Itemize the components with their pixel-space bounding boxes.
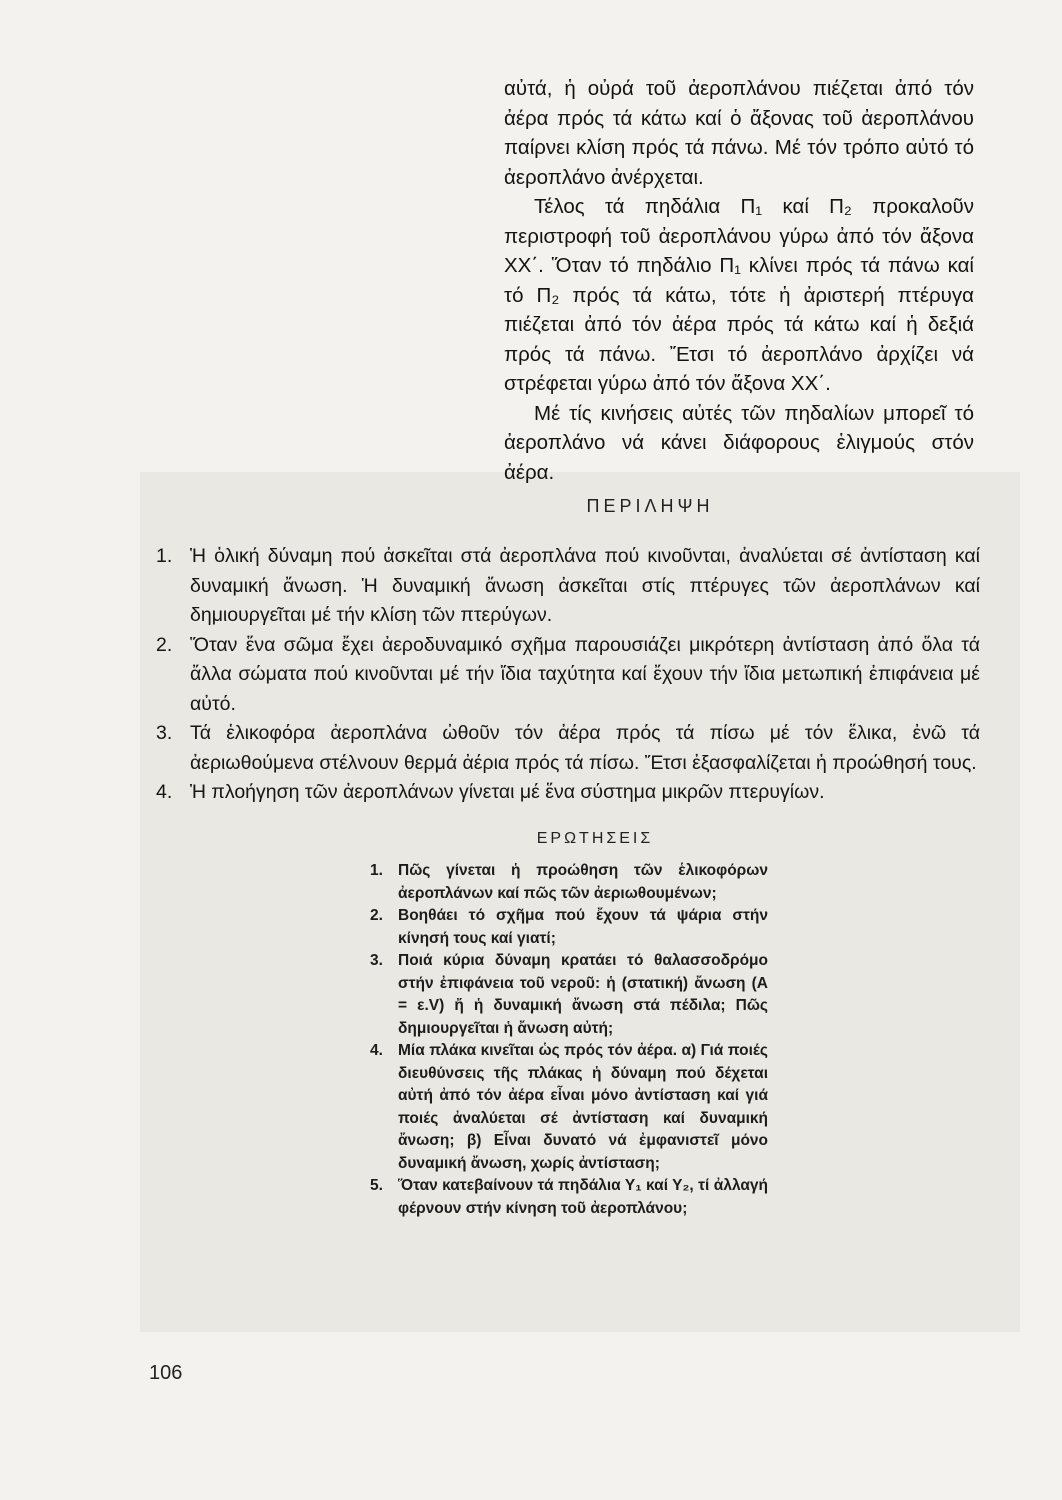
question-number: 1. (370, 862, 383, 879)
summary-title: ΠΕΡΙΛΗΨΗ (586, 496, 714, 516)
question-text: Ὅταν κατεβαίνουν τά πηδάλια Υ₁ καί Υ₂, τί ἀλλαγή φέρνουν στήν κίνηση τοῦ ἀεροπλάνου; (398, 1177, 768, 1217)
question-item (368, 1175, 768, 1220)
question-text: Βοηθάει τό σχῆμα πού ἔχουν τά ψάρια στήν κίνησή τους καί γιατί; (398, 907, 768, 947)
summary-item-number: 2. (156, 633, 173, 656)
main-paragraph-3: Μέ τίς κινήσεις αὐτές τῶν πηδαλίων μπορεῖ τό ἀεροπλάνο νά κάνει διάφορους ἑλιγμούς στόν ἀέρα. (504, 401, 974, 484)
question-item (368, 860, 768, 905)
questions-title: ΕΡΩΤΗΣΕΙΣ (536, 830, 654, 847)
page-number: 106 (149, 1362, 183, 1384)
summary-item (150, 631, 980, 720)
summary-item (150, 778, 980, 808)
summary-item-number: 4. (156, 781, 173, 803)
summary-item-text: Τά ἑλικοφόρα ἀεροπλάνα ὠθοῦν τόν ἀέρα πρός τά πίσω μέ τόν ἕλικα, ἐνῶ τά ἀεριωθούμενα στέλνουν θερμά ἀέρια πρός τά πίσω. Ἔτσι ἐξασφαλίζεται ἡ προώθησή τους. (190, 722, 980, 774)
summary-item-number: 1. (156, 545, 173, 567)
question-text: Πῶς γίνεται ἡ προώθηση τῶν ἑλικοφόρων ἀεροπλάνων καί πῶς τῶν ἀεριωθουμένων; (398, 862, 768, 902)
question-text: Μία πλάκα κινεῖται ὡς πρός τόν ἀέρα. α) Γιά ποιές διευθύνσεις τῆς πλάκας ἡ δύναμη πού δέχεται αὐτή ἀπό τόν ἀέρα εἶναι μόνο ἀντίσταση καί γιά ποιές ἀναλύεται σέ ἀντίσταση καί δυναμική ἄνωση; β) Εἶναι δυνατό νά ἐμφανιστεῖ μόνο δυναμική ἄνωση, χωρίς ἀντίσταση; (398, 1042, 768, 1172)
summary-item-text: Ἡ πλοήγηση τῶν ἀεροπλάνων γίνεται μέ ἕνα σύστημα μικρῶν πτερυγίων. (190, 781, 825, 803)
summary-item (150, 719, 980, 778)
summary-list (150, 542, 980, 808)
main-paragraph-1: αὐτά, ἡ οὐρά τοῦ ἀεροπλάνου πιέζεται ἀπό τόν ἀέρα πρός τά κάτω καί ὁ ἄξονας τοῦ ἀεροπλάνου παίρνει κλίση πρός τά πάνω. Μέ τόν τρόπο αὐτό τό ἀεροπλάνο ἀνέρχεται. (504, 77, 974, 189)
question-number: 5. (370, 1177, 383, 1194)
summary-item-number: 3. (156, 722, 173, 744)
question-number: 4. (370, 1042, 383, 1059)
summary-item (150, 542, 980, 631)
question-item (368, 905, 768, 950)
questions-list (368, 860, 768, 1220)
main-text-column (504, 74, 974, 487)
question-item (368, 1040, 768, 1175)
question-text: Ποιά κύρια δύναμη κρατάει τό θαλασσοδρόμο στήν ἐπιφάνεια τοῦ νεροῦ: ἡ (στατική) ἄνωση (Α = ε.V) ἤ ἡ δυναμική ἄνωση στά πέδιλα; Πῶς δημιουργεῖται ἡ ἄνωση αὐτή; (398, 952, 768, 1037)
question-number: 2. (370, 907, 383, 924)
summary-item-text: Ὅταν ἕνα σῶμα ἔχει ἀεροδυναμικό σχῆμα παρουσιάζει μικρότερη ἀντίσταση ἀπό ὅλα τά ἄλλα σώματα πού κινοῦνται μέ τήν ἴδια ταχύτητα καί ἔχουν τήν ἴδια μετωπική ἐπιφάνεια μέ αὐτό. (190, 633, 980, 715)
question-number: 3. (370, 952, 383, 969)
summary-item-text: Ἡ ὁλική δύναμη πού ἀσκεῖται στά ἀεροπλάνα πού κινοῦνται, ἀναλύεται σέ ἀντίσταση καί δυναμική ἄνωση. Ἡ δυναμική ἄνωση ἀσκεῖται στίς πτέρυγες τῶν ἀεροπλάνων καί δημιουργεῖται μέ τήν κλίση τῶν πτερύγων. (190, 545, 980, 626)
main-paragraph-2: Τέλος τά πηδάλια Π₁ καί Π₂ προκαλοῦν περιστροφή τοῦ ἀεροπλάνου γύρω ἀπό τόν ἄξονα ΧΧ΄. Ὅταν τό πηδάλιο Π₁ κλίνει πρός τά πάνω καί τό Π₂ πρός τά κάτω, τότε ἡ ἀριστερή πτέρυγα πιέζεται ἀπό τόν ἀέρα πρός τά κάτω καί ἡ δεξιά πρός τά πάνω. Ἔτσι τό ἀεροπλάνο ἀρχίζει νά στρέφεται γύρω ἀπό τόν ἄξονα ΧΧ΄. (504, 195, 974, 395)
question-item (368, 950, 768, 1040)
